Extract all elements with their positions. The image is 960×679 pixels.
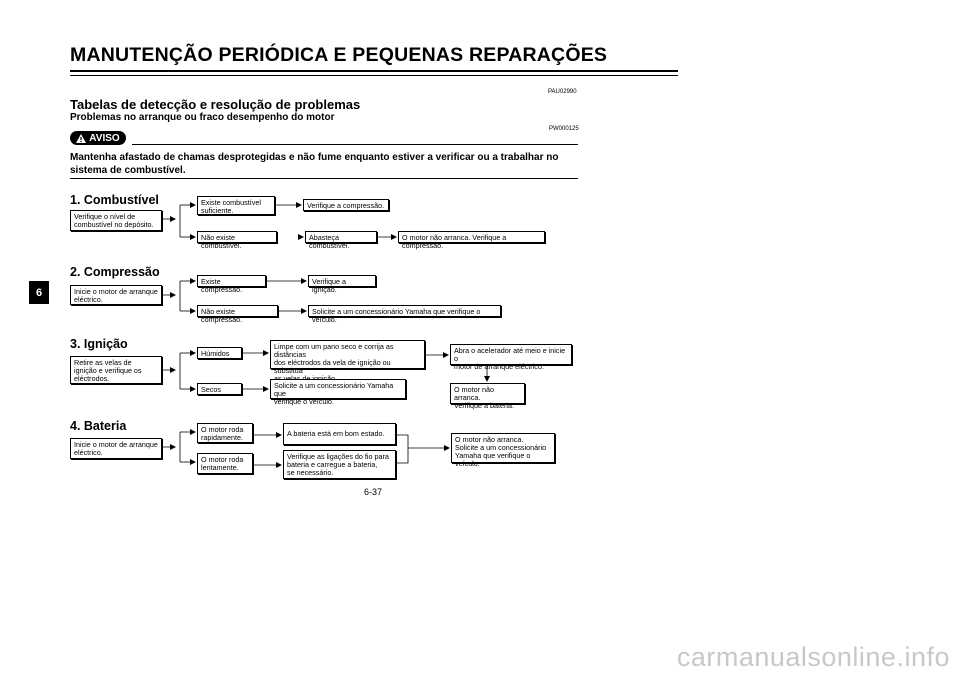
ignition-wet-result-box: O motor não arranca. Verifique a bateria. bbox=[450, 383, 525, 404]
fuel-yes-box: Existe combustível suficiente. bbox=[197, 196, 275, 215]
ignition-wet-box: Húmidos bbox=[197, 347, 242, 359]
battery-fast-box: O motor roda rapidamente. bbox=[197, 423, 253, 443]
ignition-wet-action-box: Limpe com um pano seco e corrija as distâncias dos eléctrodos da vela de ignição ou substitua bbox=[270, 340, 425, 369]
ignition-wet-next-box: Abra o acelerador até meio e inicie o motor de arranque eléctrico. bbox=[450, 344, 572, 365]
battery-start-box: Inicie o motor de arranque eléctrico. bbox=[70, 438, 162, 459]
page-number: 6-37 bbox=[364, 487, 383, 497]
compression-yes-action-box: Verifique a ignição. bbox=[308, 275, 376, 287]
warning-badge-label: AVISO bbox=[89, 132, 120, 144]
warning-text: Mantenha afastado de chamas desprotegidas e não fume enquanto estiver a verificar ou a trabalhar no sistema de combustível. bbox=[70, 152, 559, 176]
fuel-no-box: Não existe combustível. bbox=[197, 231, 277, 243]
page-header-title: MANUTENÇÃO PERIÓDICA E PEQUENAS REPARAÇÕES bbox=[70, 44, 608, 66]
ignition-dry-box: Secos bbox=[197, 383, 242, 395]
fuel-section-title: 1. Combustível bbox=[70, 193, 159, 207]
chapter-tab: 6 bbox=[29, 281, 49, 304]
compression-section-title: 2. Compressão bbox=[70, 265, 160, 279]
watermark: carmanualsonline.info bbox=[676, 642, 950, 672]
compression-yes-box: Existe compressão. bbox=[197, 275, 266, 287]
battery-fast-action-box: A bateria está em bom estado. bbox=[283, 423, 396, 445]
section-subheading: Problemas no arranque ou fraco desempenho do motor bbox=[70, 112, 335, 123]
fuel-start-box: Verifique o nível de combustível no depósito. bbox=[70, 210, 162, 231]
battery-slow-box: O motor roda lentamente. bbox=[197, 453, 253, 474]
fuel-yes-action-box: Verifique a compressão. bbox=[303, 199, 389, 211]
battery-section-title: 4. Bateria bbox=[70, 419, 127, 433]
fuel-no-action-box: Abasteça combustível. bbox=[305, 231, 377, 243]
compression-start-box: Inicie o motor de arranque eléctrico. bbox=[70, 285, 162, 305]
battery-slow-action-box: Verifique as ligações do fio para bateria e carregue a bateria, se necessário. bbox=[283, 450, 396, 479]
compression-no-action-box: Solicite a um concessionário Yamaha que verifique o veículo. bbox=[308, 305, 501, 317]
ignition-section-title: 3. Ignição bbox=[70, 337, 128, 351]
ignition-dry-action-box: Solicite a um concessionário Yamaha que verifique o veículo. bbox=[270, 379, 406, 399]
battery-result-box: O motor não arranca. Solicite a um concessionário Yamaha que verifique o veículo. bbox=[451, 433, 555, 463]
section-code: PAU02990 bbox=[548, 89, 577, 95]
ignition-start-box: Retire as velas de ignição e verifique os eléctrodos. bbox=[70, 356, 162, 384]
warning-code: PW000125 bbox=[549, 126, 579, 132]
fuel-no-result-box: O motor não arranca. Verifique a compressão. bbox=[398, 231, 545, 243]
section-heading: Tabelas de detecção e resolução de problemas bbox=[70, 97, 361, 112]
compression-no-box: Não existe compressão. bbox=[197, 305, 278, 317]
